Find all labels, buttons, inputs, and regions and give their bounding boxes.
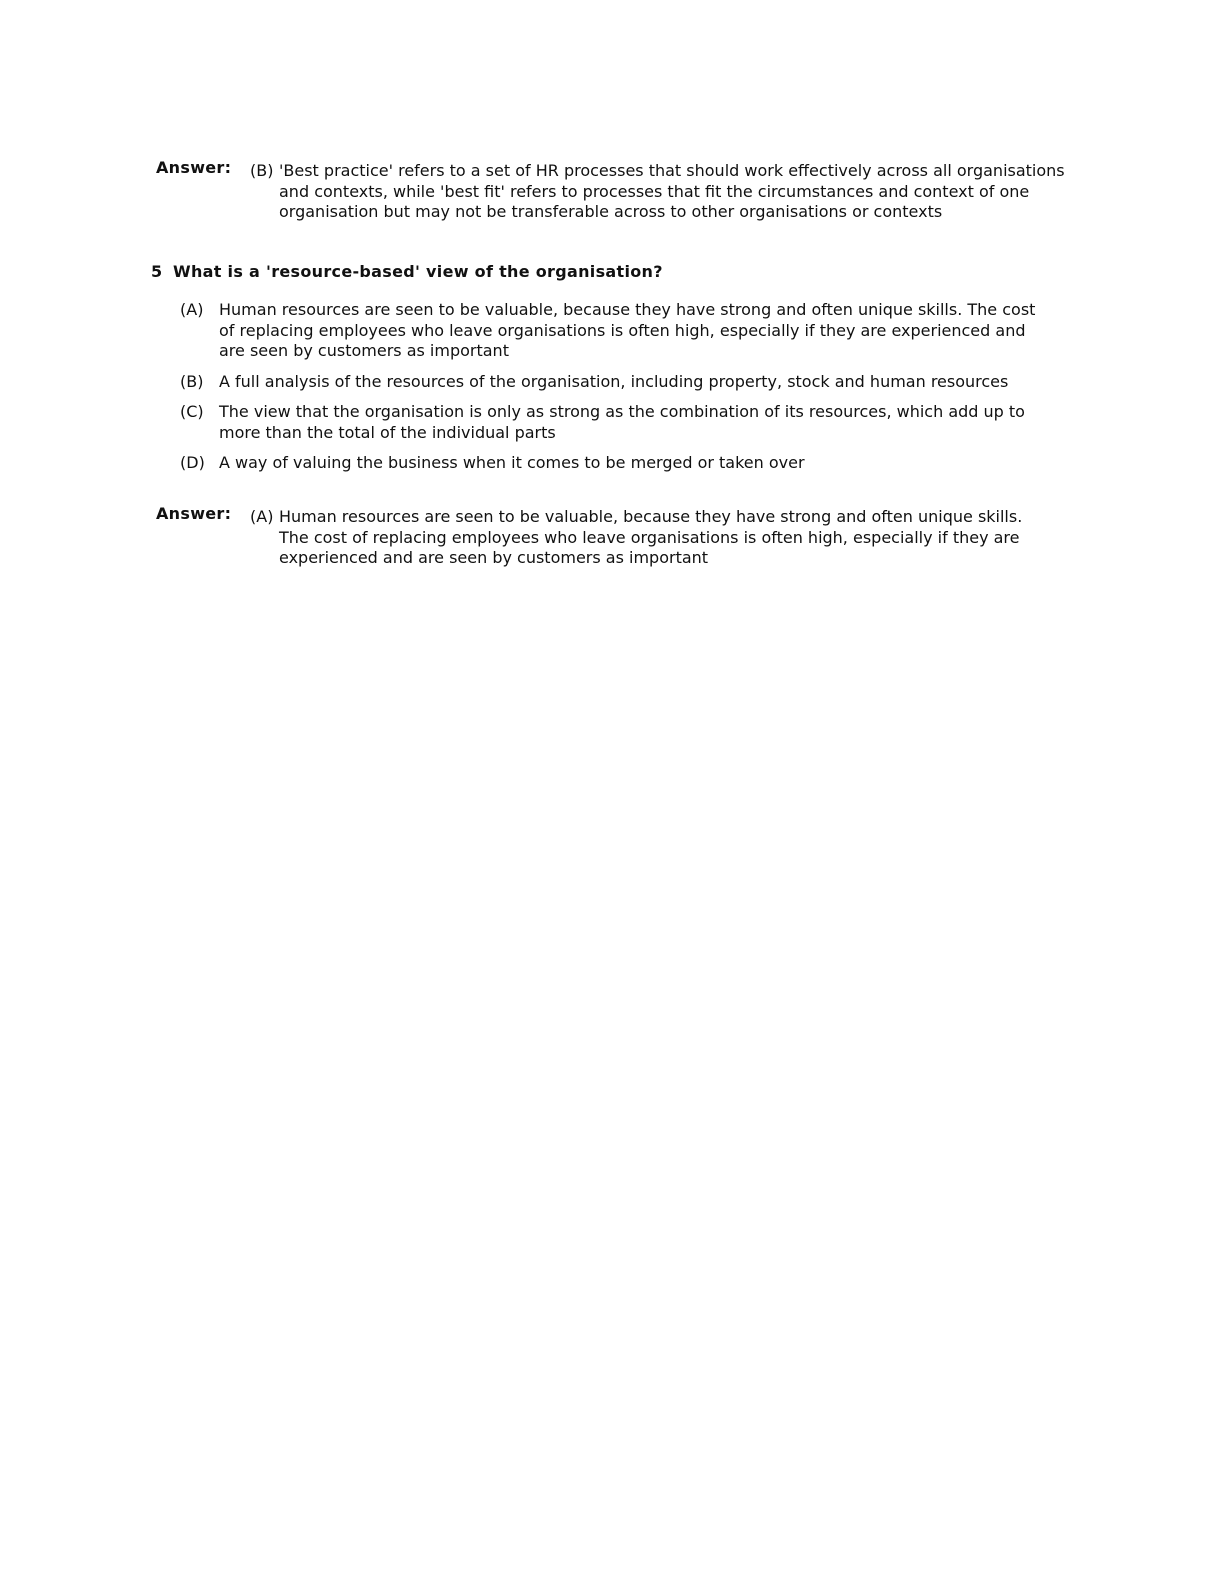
question-heading: [151, 262, 663, 281]
answer-label: Answer:: [156, 504, 232, 523]
question-text: What is a 'resource-based' view of the organisation?: [173, 262, 663, 281]
option-text: A full analysis of the resources of the organisation, including property, stock and human resources: [219, 371, 1009, 391]
option-d: [180, 453, 1080, 474]
option-a: [180, 300, 1080, 362]
answer-block-previous: [156, 158, 1076, 248]
option-text: A way of valuing the business when it comes to be merged or taken over: [219, 453, 805, 472]
option-letter: (C): [180, 402, 204, 421]
option-c: [180, 402, 1080, 443]
question-number: 5: [151, 262, 163, 281]
option-b: [180, 372, 1080, 393]
option-letter: (A): [180, 300, 204, 319]
answer-text: 'Best practice' refers to a set of HR processes that should work effectively across all organisations and contexts, while 'best fit' refers to processes that fit the circumstances and context of one organisation but may not be transferable across to other organisations or contexts: [279, 161, 1065, 221]
option-text: The view that the organisation is only as strong as the combination of its resources, which add up to more than the total of the individual parts: [219, 402, 1025, 442]
answer-option-letter: (B): [250, 161, 274, 180]
option-letter: (B): [180, 371, 204, 391]
option-letter: (D): [180, 453, 205, 472]
answer-text: Human resources are seen to be valuable, because they have strong and often unique skills. The cost of replacing employees who leave organisations is often high, especially if they are experienced and are seen by customers as important: [279, 507, 1023, 567]
option-text: Human resources are seen to be valuable, because they have strong and often unique skills. The cost of replacing employees who leave organisations is often high, especially if they are experienced and are seen by customers as important: [219, 300, 1036, 360]
option-list: [180, 300, 1080, 484]
answer-block-current: [156, 504, 1076, 574]
answer-label: Answer:: [156, 158, 232, 177]
answer-option-letter: (A): [250, 507, 274, 526]
